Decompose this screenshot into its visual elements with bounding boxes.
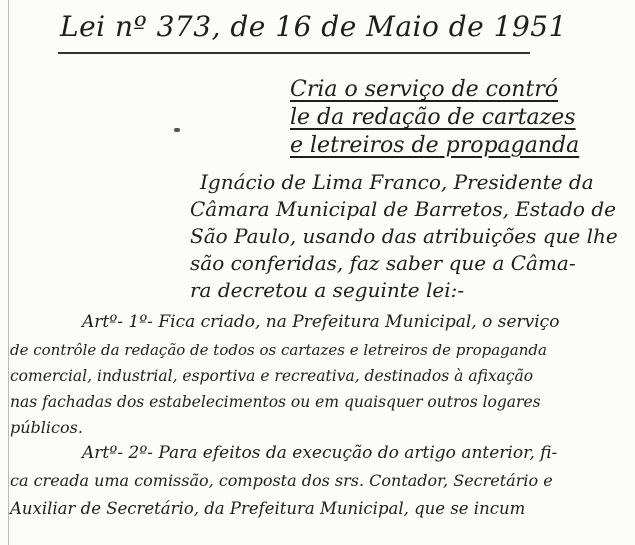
summary-line: e letreiros de propaganda (290, 133, 580, 158)
body-line: são conferidas, faz saber que a Câma- (190, 251, 576, 275)
article-2-line: ca creada uma comissão, composta dos srs. Contador, Secretário e (10, 471, 553, 490)
article-1-line: de contrôle da redação de todos os cartazes e letreiros de propaganda (10, 341, 547, 359)
body-line: Câmara Municipal de Barretos, Estado de (190, 197, 616, 221)
margin-rule (8, 0, 9, 545)
law-summary (290, 76, 630, 160)
article-1-line: comercial, industrial, esportiva e recreativa, destinados à afixação (10, 367, 534, 385)
ink-blot (174, 128, 180, 132)
law-title: Lei nº 373, de 16 de Maio de 1951 (60, 10, 567, 43)
article-1-line: Artº- 1º- Fica criado, na Prefeitura Municipal, o serviço (82, 312, 560, 332)
article-2-line: Auxiliar de Secretário, da Prefeitura Municipal, que se incum (10, 499, 526, 518)
title-underline (58, 52, 530, 54)
summary-line: le da redação de cartazes (290, 105, 576, 130)
body-line: ra decretou a seguinte lei:- (190, 278, 465, 302)
article-1-line: públicos. (10, 418, 83, 437)
body-line: Ignácio de Lima Franco, Presidente da (200, 170, 594, 194)
summary-line: Cria o serviço de contró (290, 77, 559, 102)
body-line: São Paulo, usando das atribuições que lhe (190, 224, 618, 248)
article-2-line: Artº- 2º- Para efeitos da execução do artigo anterior, fi- (82, 443, 558, 463)
article-1-line: nas fachadas dos estabelecimentos ou em quaisquer outros logares (10, 393, 541, 411)
